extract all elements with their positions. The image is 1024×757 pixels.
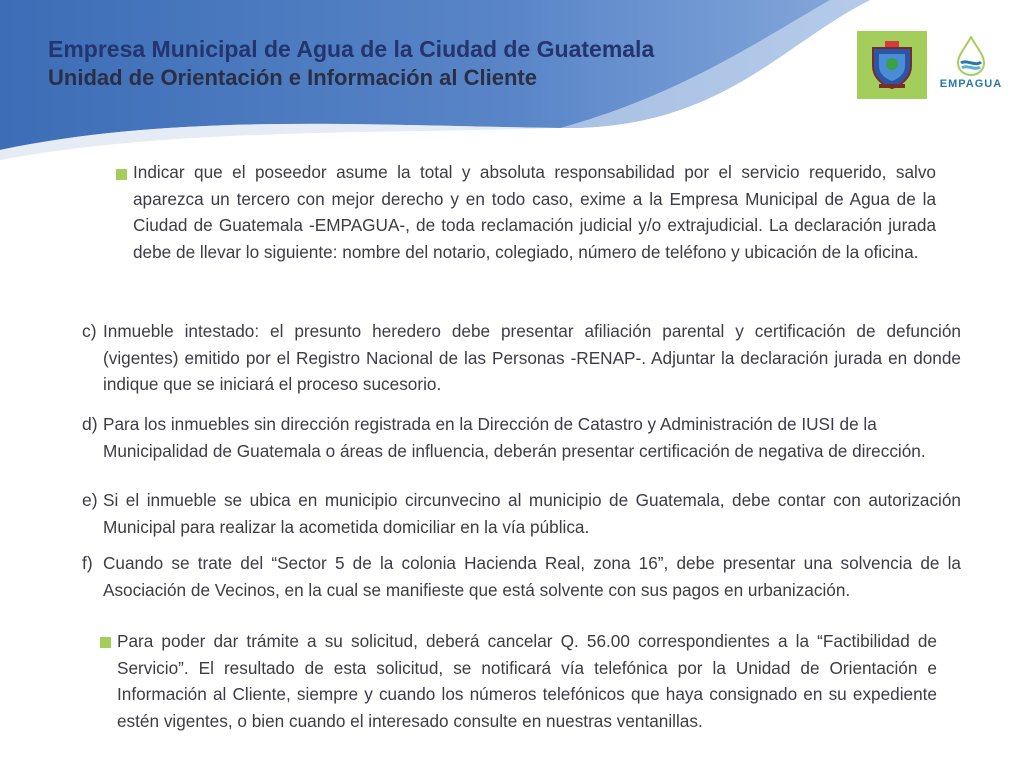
municipality-logo	[857, 31, 927, 99]
bullet-paragraph-1: Indicar que el poseedor asume la total y absoluta responsabilidad por el servicio requerido, salvo aparezca un tercero con mejor derecho y en todo caso, exime a la Empresa Municipal de Agua de la Ciudad de Guatemala -EMPAGUA-, de toda reclamación judicial y/o extrajudicial. La declaración jurada debe de llevar lo siguiente: nombre del notario, colegiado, número de teléfono y ubicación de la oficina.	[133, 162, 936, 262]
item-label-d: d)	[82, 414, 98, 434]
item-label-e: e)	[82, 490, 98, 510]
item-text-c: Inmueble intestado: el presunto heredero debe presentar afiliación parental y certificación de defunción (vigentes) emitido por el Registro Nacional de las Personas -RENAP-. Adjuntar la declaración jurada en donde indique que se iniciará el proceso sucesorio.	[103, 321, 961, 394]
bullet-marker	[100, 637, 111, 648]
item-label-f: f)	[82, 553, 93, 573]
empagua-logo-text: EMPAGUA	[939, 78, 1003, 90]
bullet-paragraph-2: Para poder dar trámite a su solicitud, deberá cancelar Q. 56.00 correspondientes a la “Factibilidad de Servicio”. El resultado de esta solicitud, se notificará vía telefónica por la Unidad de Orientación e Información al Cliente, siempre y cuando los números telefónicos que haya consignado en su expediente estén vigentes, o bien cuando el interesado consulte en nuestras ventanillas.	[117, 631, 937, 731]
page-subtitle: Unidad de Orientación e Información al Cliente	[48, 65, 537, 90]
water-drop-icon	[955, 36, 987, 76]
page-title: Empresa Municipal de Agua de la Ciudad de Guatemala	[48, 36, 655, 62]
municipality-shield-icon	[869, 40, 915, 90]
item-text-e: Si el inmueble se ubica en municipio circunvecino al municipio de Guatemala, debe contar con autorización Municipal para realizar la acometida domiciliar en la vía pública.	[103, 490, 961, 537]
item-label-c: c)	[82, 321, 97, 341]
bullet-marker	[116, 169, 127, 180]
empagua-logo	[928, 31, 1014, 99]
item-text-f: Cuando se trate del “Sector 5 de la colonia Hacienda Real, zona 16”, debe presentar una solvencia de la Asociación de Vecinos, en la cual se manifieste que está solvente con sus pagos en urbanización.	[103, 553, 961, 600]
item-text-d: Para los inmuebles sin dirección registrada en la Dirección de Catastro y Administración de IUSI de la Municipalidad de Guatemala o áreas de influencia, deberán presentar certificación de negativa de dirección.	[103, 414, 926, 461]
